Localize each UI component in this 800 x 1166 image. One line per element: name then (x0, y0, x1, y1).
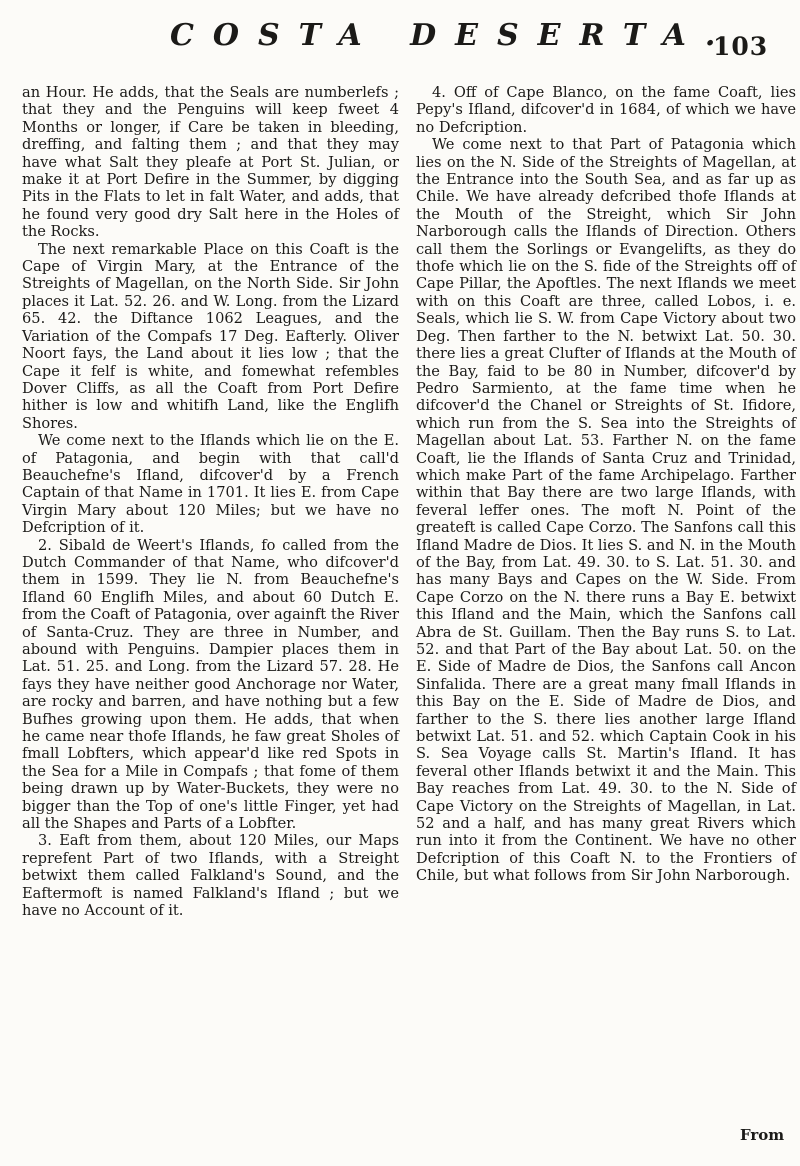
paragraph: an Hour. He adds, that the Seals are numberlefs ; that they and the Penguins will keep fweet 4 Months or longer, if Care be taken in bleeding, dreffing, and falting them ; and that they may have what Salt they pleafe at Port St. Julian, or make it at Port Defire in the Summer, by digging Pits in the Flats to let in falt Water, and adds, that he found very good dry Salt here in the Holes of the Rocks. (22, 84, 399, 241)
paragraph: 4. Off of Cape Blanco, on the fame Coaft, lies Pepy's Ifland, difcover'd in 1684, of which we have no Defcription. (416, 84, 796, 136)
paragraph: We come next to that Part of Patagonia which lies on the N. Side of the Streights of Magellan, at the Entrance into the South Sea, and as far up as Chile. We have already defcribed thofe Iflands at the Mouth of the Streight, which Sir John Narborough calls the Iflands of Direction. Others call them the Sorlings or Evangelifts, as they do thofe which lie on the S. fide of the Streights off of Cape Pillar, the Apoftles. The next Iflands we meet with on this Coaft are three, called Lobos, i. e. Seals, which lie S. W. from Cape Victory about two Deg. Then farther to the N. betwixt Lat. 50. 30. there lies a great Clufter of Iflands at the Mouth of the Bay, faid to be 80 in Number, difcover'd by Pedro Sarmiento, at the fame time when he difcover'd the Chanel or Streights of St. Ifidore, which run from the S. Sea into the Streights of Magellan about Lat. 53. Farther N. on the fame Coaft, lie the Iflands of Santa Cruz and Trinidad, which make Part of the fame Archipelago. Farther within that Bay there are two large Iflands, with feveral leffer ones. The moft N. Point of the greateft is called Cape Corzo. The Sanfons call this Ifland Madre de Dios. It lies S. and N. in the Mouth of the Bay, from Lat. 49. 30. to S. Lat. 51. 30. and has many Bays and Capes on the W. Side. From Cape Corzo on the N. there runs a Bay E. betwixt this Ifland and the Main, which the Sanfons call Abra de St. Guillam. Then the Bay runs S. to Lat. 52. and that Part of the Bay about Lat. 50. on the E. Side of Madre de Dios, the Sanfons call Ancon Sinfalida. There are a great many fmall Iflands in this Bay on the E. Side of Madre de Dios, and farther to the S. there lies another large Ifland betwixt Lat. 51. and 52. which Captain Cook in his S. Sea Voyage calls St. Martin's Ifland. It has feveral other Iflands betwixt it and the Main. This Bay reaches from Lat. 49. 30. to the N. Side of Cape Victory on the Streights of Magellan, in Lat. 52 and a half, and has many great Rivers which run into it from the Continent. We have no other Defcription of this Coaft N. to the Frontiers of Chile, but what follows from Sir John Narborough. (416, 136, 796, 885)
left-column (22, 84, 399, 920)
catchword: From (740, 1126, 785, 1144)
page-number: 103 (713, 32, 769, 61)
paragraph: 2. Sibald de Weert's Iflands, fo called from the Dutch Commander of that Name, who difcover'd them in 1599. They lie N. from Beauchefne's Ifland 60 Englifh Miles, and about 60 Dutch E. from the Coaft of Patagonia, over againft the River of Santa-Cruz. They are three in Number, and abound with Penguins. Dampier places them in Lat. 51. 25. and Long. from the Lizard 57. 28. He fays they have neither good Anchorage nor Water, are rocky and barren, and have nothing but a few Bufhes growing upon them. He adds, that when he came near thofe Iflands, he faw great Sholes of fmall Lobfters, which appear'd like red Spots in the Sea for a Mile in Compafs ; that fome of them being drawn up by Water-Buckets, they were no bigger than the Top of one's little Finger, yet had all the Shapes and Parts of a Lobfter. (22, 536, 399, 833)
right-column (416, 84, 796, 885)
paragraph: 3. Eaft from them, about 120 Miles, our Maps reprefent Part of two Iflands, with a Streight betwixt them called Falkland's Sound, and the Eaftermoft is named Falkland's Ifland ; but we have no Account of it. (22, 832, 399, 920)
page-header (0, 12, 800, 72)
paragraph: We come next to the Iflands which lie on the E. of Patagonia, and begin with that call'd Beauchefne's Ifland, difcover'd by a French Captain of that Name in 1701. It lies E. from Cape Virgin Mary about 120 Miles; but we have no Defcription of it. (22, 432, 399, 537)
running-head: COSTA DESERTA. (170, 18, 735, 53)
paragraph: The next remarkable Place on this Coaft is the Cape of Virgin Mary, at the Entrance of the Streights of Magellan, on the North Side. Sir John places it Lat. 52. 26. and W. Long. from the Lizard 65. 42. the Diftance 1062 Leagues, and the Variation of the Compafs 17 Deg. Eafterly. Oliver Noort fays, the Land about it lies low ; that the Cape it felf is white, and fomewhat refembles Dover Cliffs, as all the Coaft from Port Defire hither is low and whitifh Land, like the Englifh Shores. (22, 240, 399, 432)
